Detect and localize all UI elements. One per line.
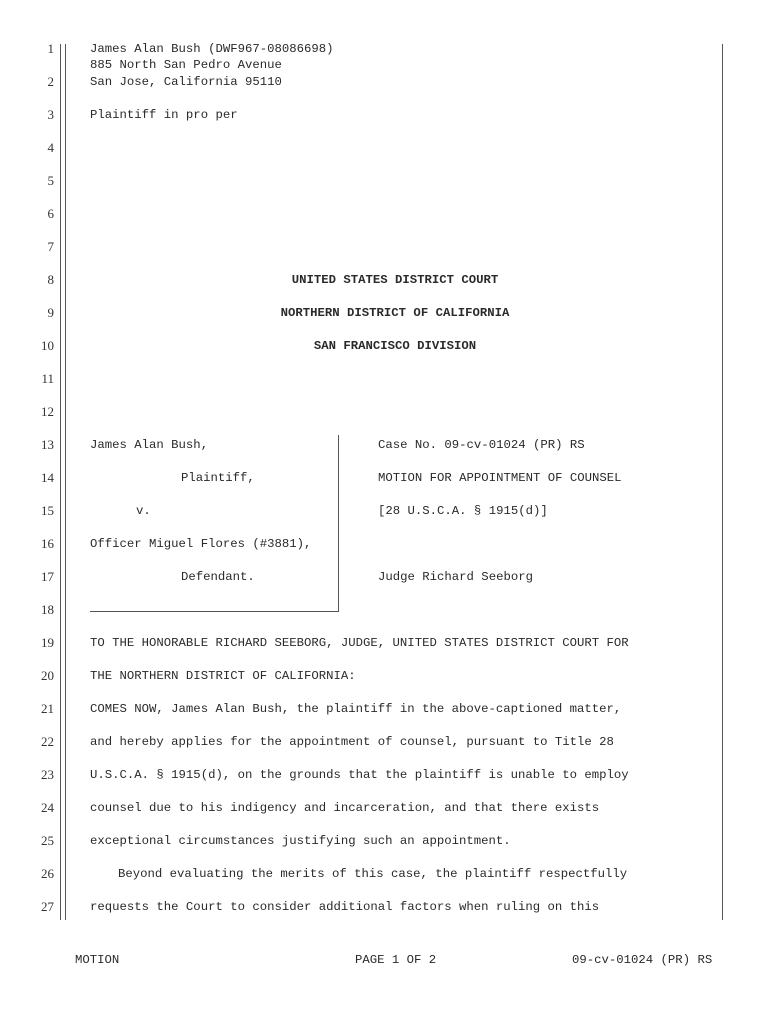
body-paragraph-1-line-4: counsel due to his indigency and incarceration, and that there exists [90,801,600,815]
address-line-2: San Jose, California 95110 [90,75,282,89]
body-paragraph-2-line-2: requests the Court to consider additional factors when ruling on this [90,900,600,914]
line-number: 4 [47,140,54,155]
caption-bottom-rule [90,611,339,612]
line-number: 8 [47,272,54,287]
caption-versus: v. [136,504,151,518]
line-number: 9 [47,305,54,320]
document-title: MOTION FOR APPOINTMENT OF COUNSEL [378,471,622,485]
caption-defendant-label: Defendant. [181,570,255,584]
judge-name: Judge Richard Seeborg [378,570,533,584]
court-division: SAN FRANCISCO DIVISION [313,339,477,353]
line-number: 6 [47,206,54,221]
line-number: 23 [41,767,54,782]
line-number: 17 [41,569,54,584]
body-paragraph-1-line-1: COMES NOW, James Alan Bush, the plaintiff in the above-captioned matter, [90,702,622,716]
attorney-name-line: James Alan Bush (DWF967-08086698) [90,42,334,56]
body-address-line-2: THE NORTHERN DISTRICT OF CALIFORNIA: [90,669,356,683]
line-number: 1 [47,41,54,56]
caption-plaintiff-name: James Alan Bush, [90,438,209,452]
footer-case-number: 09-cv-01024 (PR) RS [572,953,713,967]
court-name: UNITED STATES DISTRICT COURT [291,273,499,287]
line-number: 7 [47,239,54,254]
caption-vertical-rule [338,435,339,612]
line-number: 13 [41,437,54,452]
line-number: 21 [41,701,54,716]
line-number: 27 [41,899,54,914]
body-paragraph-1-line-5: exceptional circumstances justifying such an appointment. [90,834,511,848]
statute-citation: [28 U.S.C.A. § 1915(d)] [378,504,548,518]
footer-page-number: PAGE 1 OF 2 [355,953,437,967]
line-number: 26 [41,866,54,881]
address-line-1: 885 North San Pedro Avenue [90,58,282,72]
body-address-line-1: TO THE HONORABLE RICHARD SEEBORG, JUDGE, UNITED STATES DISTRICT COURT FOR [90,636,629,650]
line-number: 14 [41,470,54,485]
line-number: 11 [41,371,54,386]
line-number: 19 [41,635,54,650]
line-number: 3 [47,107,54,122]
right-margin-rule [722,44,723,920]
line-number: 20 [41,668,54,683]
body-paragraph-1-line-3: U.S.C.A. § 1915(d), on the grounds that the plaintiff is unable to employ [90,768,629,782]
body-paragraph-1-line-2: and hereby applies for the appointment of counsel, pursuant to Title 28 [90,735,614,749]
line-number: 18 [41,602,54,617]
left-margin-rule-inner [65,44,66,920]
party-role: Plaintiff in pro per [90,108,238,122]
caption-defendant-name: Officer Miguel Flores (#3881), [90,537,312,551]
caption-plaintiff-label: Plaintiff, [181,471,255,485]
line-number: 10 [41,338,54,353]
line-number: 25 [41,833,54,848]
line-number: 2 [47,74,54,89]
case-number: Case No. 09-cv-01024 (PR) RS [378,438,585,452]
line-number: 12 [41,404,54,419]
line-number: 16 [41,536,54,551]
line-number: 15 [41,503,54,518]
body-paragraph-2-line-1: Beyond evaluating the merits of this case, the plaintiff respectfully [118,867,628,881]
line-number: 22 [41,734,54,749]
court-district: NORTHERN DISTRICT OF CALIFORNIA [280,306,510,320]
left-margin-rule-outer [60,44,61,920]
footer-document-type: MOTION [75,953,120,967]
line-number: 24 [41,800,54,815]
line-number: 5 [47,173,54,188]
